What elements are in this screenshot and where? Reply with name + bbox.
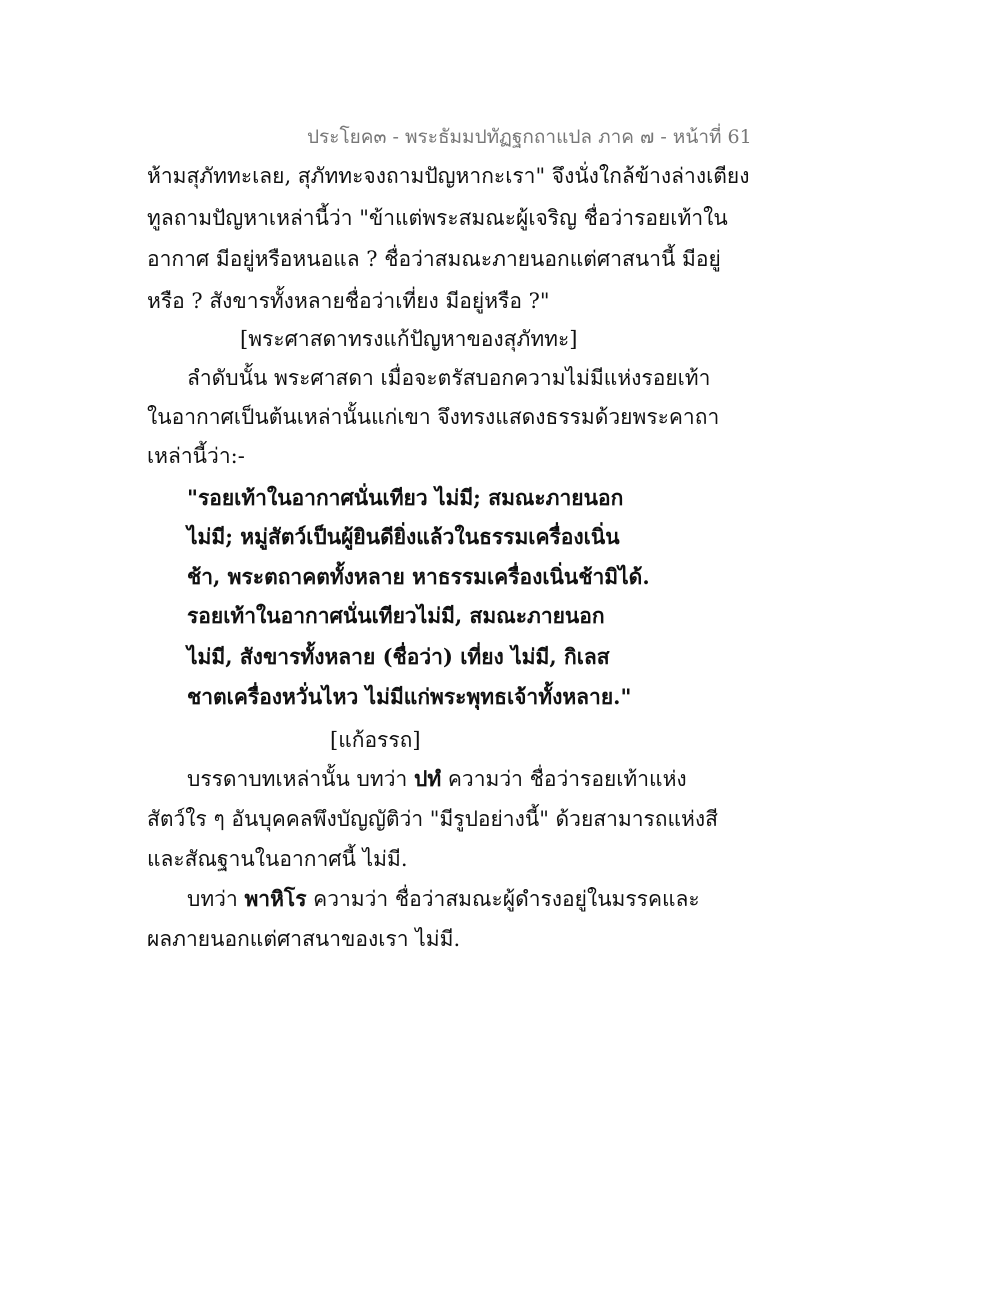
paragraph-line: หรือ ? สังขารทั้งหลายชื่อว่าเที่ยง มีอยู่หรือ ?" xyxy=(147,289,550,313)
paragraph-line: ในอากาศเป็นต้นเหล่านั้นแก่เขา จึงทรงแสดงธรรมด้วยพระคาถา xyxy=(147,405,720,429)
bold-term: พาหิโร xyxy=(244,886,307,911)
verse-line: ไม่มี, สังขารทั้งหลาย (ชื่อว่า) เที่ยง ไม่มี, กิเลส xyxy=(187,644,610,669)
paragraph-line: ลำดับนั้น พระศาสดา เมื่อจะตรัสบอกความไม่มีแห่งรอยเท้า xyxy=(187,366,711,390)
text-run: ความว่า ชื่อว่าสมณะผู้ดำรงอยู่ในมรรคและ xyxy=(306,887,700,911)
verse-line: ช้า, พระตถาคตทั้งหลาย หาธรรมเครื่องเนิ่นช้ามิได้. xyxy=(187,564,650,589)
paragraph-line: ทูลถามปัญหาเหล่านี้ว่า "ข้าแต่พระสมณะผู้เจริญ ชื่อว่ารอยเท้าใน xyxy=(147,206,728,230)
text-run: บทว่า xyxy=(187,887,245,911)
paragraph-line xyxy=(187,883,700,916)
paragraph-line xyxy=(187,763,687,796)
bold-term: ปทํ xyxy=(414,766,442,791)
paragraph-line: ผลภายนอกแต่ศาสนาของเรา ไม่มี. xyxy=(147,927,461,951)
paragraph-line: ห้ามสุภัททะเลย, สุภัททะจงถามปัญหากะเรา" จึงนั่งใกล้ข้างล่างเตียง xyxy=(147,164,750,188)
paragraph-line: เหล่านี้ว่า:- xyxy=(147,444,245,468)
section-heading: [แก้อรรถ] xyxy=(330,728,421,752)
verse-line: ไม่มี; หมู่สัตว์เป็นผู้ยินดียิ่งแล้วในธรรมเครื่องเนิ่น xyxy=(187,524,620,549)
verse-line: "รอยเท้าในอากาศนั่นเทียว ไม่มี; สมณะภายนอก xyxy=(187,485,624,510)
verse-line: ชาตเครื่องหวั่นไหว ไม่มีแก่พระพุทธเจ้าทั้งหลาย." xyxy=(187,684,632,709)
paragraph-line: และสัณฐานในอากาศนี้ ไม่มี. xyxy=(147,847,408,871)
verse-line: รอยเท้าในอากาศนั่นเทียวไม่มี, สมณะภายนอก xyxy=(187,603,605,628)
section-heading: [พระศาสดาทรงแก้ปัญหาของสุภัททะ] xyxy=(240,327,578,351)
text-run: บรรดาบทเหล่านั้น บทว่า xyxy=(187,767,414,791)
page-header: ประโยค๓ - พระธัมมปทัฏฐกถาแปล ภาค ๗ - หน้าที่ 61 xyxy=(307,126,752,148)
paragraph-line: อากาศ มีอยู่หรือหนอแล ? ชื่อว่าสมณะภายนอกแต่ศาสนานี้ มีอยู่ xyxy=(147,247,721,271)
paragraph-line: สัตว์ใร ๆ อันบุคคลพึงบัญญัติว่า "มีรูปอย่างนี้" ด้วยสามารถแห่งสี xyxy=(147,807,718,831)
text-run: ความว่า ชื่อว่ารอยเท้าแห่ง xyxy=(441,767,687,791)
